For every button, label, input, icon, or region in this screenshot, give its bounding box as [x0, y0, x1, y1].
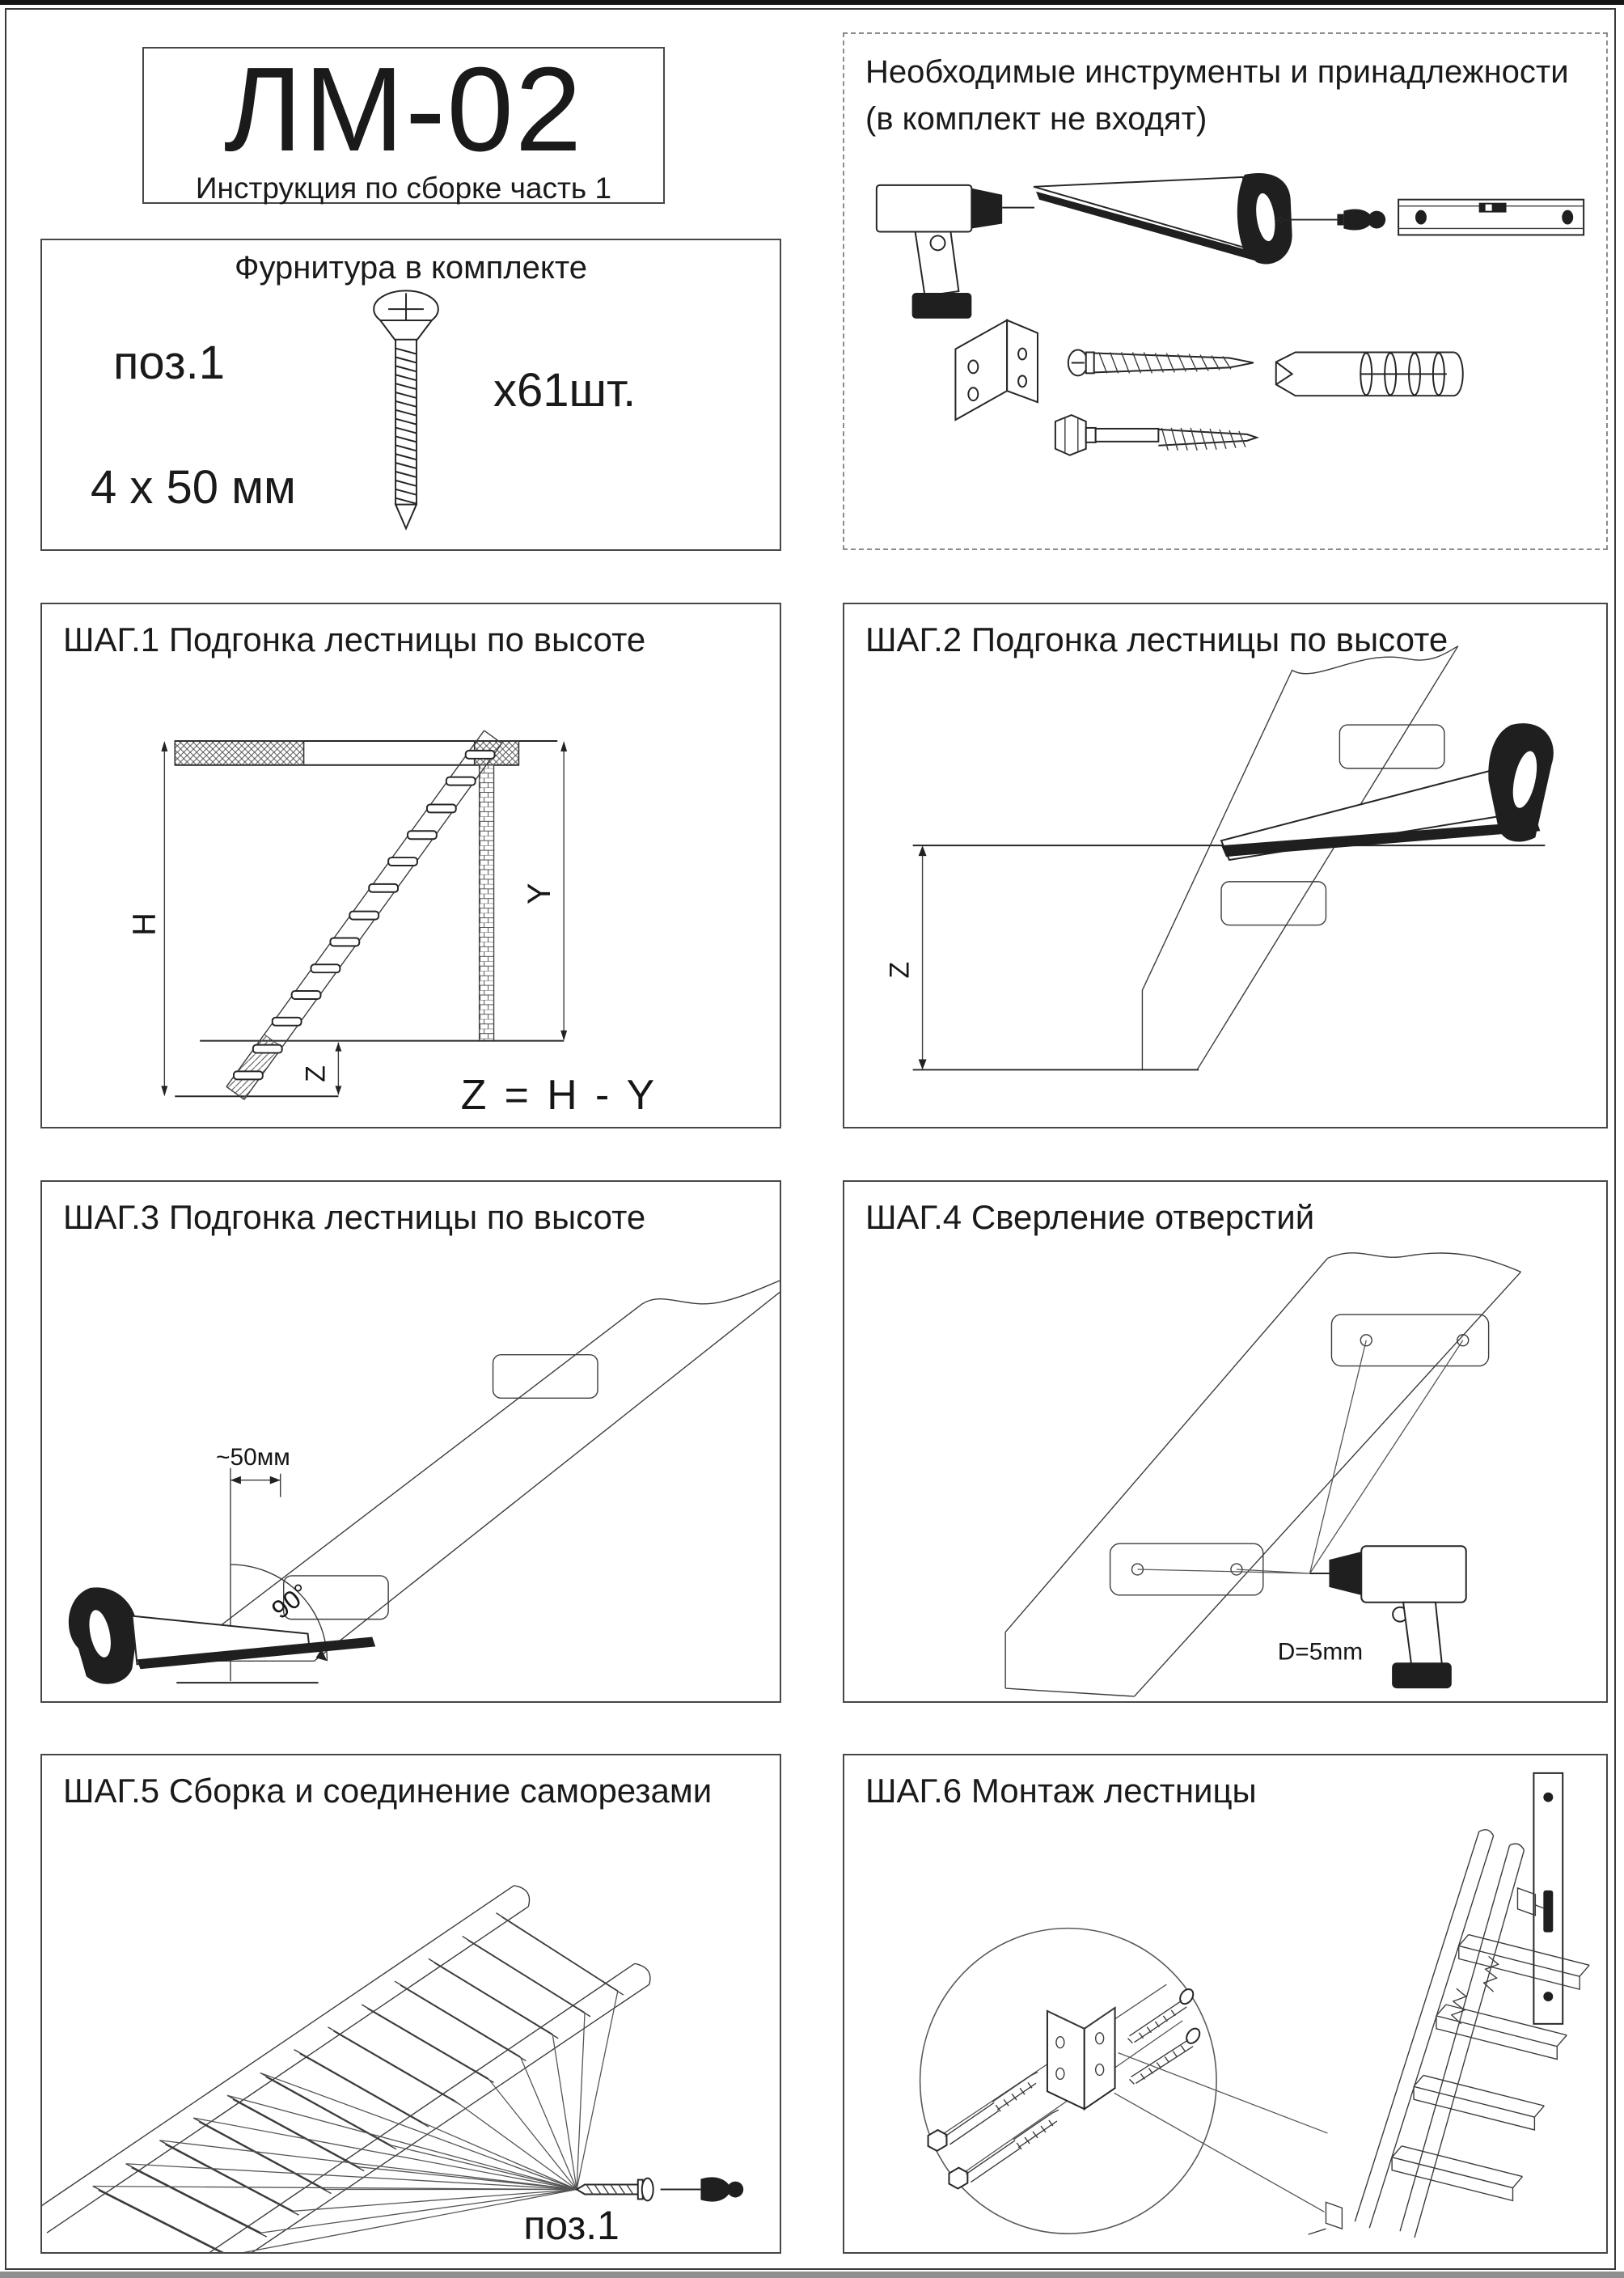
wood-screw-icon: [1068, 350, 1254, 376]
step5-diagram: [42, 1755, 780, 2252]
dimension-H: [126, 741, 167, 1096]
step2-panel: [843, 603, 1608, 1128]
step6-panel: [843, 1754, 1608, 2254]
label-Z: Z: [300, 1065, 332, 1082]
lag-bolt-icon: [1055, 415, 1257, 455]
stringer-outline: [1142, 646, 1457, 1070]
step5-title: ШАГ.5 Сборка и соединение саморезами: [63, 1772, 713, 1810]
step3-diagram: [42, 1182, 780, 1701]
screw-icon: [577, 2178, 653, 2201]
detail-screws: [1128, 1987, 1203, 2084]
step1-panel: [40, 603, 781, 1128]
step5-panel: [40, 1754, 781, 2254]
label-Z: Z: [884, 961, 916, 979]
title-box: [142, 43, 665, 205]
screwdriver-icon: [1276, 210, 1385, 231]
step4-panel: [843, 1180, 1608, 1703]
drill-icon: [877, 185, 1034, 319]
page-edge-bottom: [0, 2272, 1624, 2278]
drill-leader-lines: [1137, 1340, 1462, 1573]
dimension-Z: [885, 845, 927, 1069]
label-H: H: [126, 912, 163, 936]
spirit-level-icon: [1398, 200, 1584, 235]
step1-title: ШАГ.1 Подгонка лестницы по высоте: [63, 620, 646, 658]
step3-panel: [40, 1180, 781, 1703]
dimension-Y: [522, 741, 567, 1041]
label-offset: ~50мм: [216, 1443, 290, 1471]
label-position: поз.1: [523, 2203, 620, 2249]
step6-diagram: [844, 1755, 1606, 2252]
wall-anchor-icon: [1276, 353, 1463, 396]
model-subtitle: Инструкция по сборке часть 1: [195, 171, 612, 205]
model-title: ЛМ-02: [223, 43, 584, 176]
ceiling: [175, 741, 557, 765]
angle-bracket-icon: [955, 320, 1038, 420]
tools-title-line2: (в комплект не входят): [865, 101, 1207, 137]
ladder-3d: [42, 1886, 650, 2252]
dimension-Z: [300, 1043, 341, 1095]
tools-title-line1: Необходимые инструменты и принадлежности: [865, 54, 1569, 90]
ladder-side-view: [226, 730, 502, 1099]
screwdriver-icon: [661, 2177, 744, 2201]
stringer-outline: [1005, 1253, 1520, 1696]
tools-diagram: [844, 34, 1606, 548]
tools-box: [843, 32, 1608, 550]
drill-icon: [1310, 1546, 1466, 1688]
label-Y: Y: [522, 883, 558, 905]
step3-title: ШАГ.3 Подгонка лестницы по высоте: [63, 1198, 646, 1236]
formula: Z = H - Y: [460, 1071, 658, 1119]
step6-title: ШАГ.6 Монтаж лестницы: [865, 1772, 1257, 1810]
hardware-position-label: поз.1: [113, 337, 225, 389]
label-angle: 90°: [265, 1577, 315, 1625]
page-edge-top: [0, 0, 1624, 5]
step2-diagram: [844, 604, 1606, 1127]
step2-title: ШАГ.2 Подгонка лестницы по высоте: [865, 620, 1448, 658]
step1-diagram: [42, 604, 780, 1127]
label-diameter: D=5mm: [1277, 1638, 1364, 1666]
wall-strip: [1533, 1773, 1563, 2024]
step4-diagram: [844, 1182, 1606, 1701]
brick-wall: [480, 765, 494, 1041]
dimension-offset: [216, 1444, 290, 1497]
step4-title: ШАГ.4 Сверление отверстий: [865, 1198, 1315, 1236]
detail-bracket: [944, 1984, 1182, 2171]
handsaw-icon: [1221, 723, 1554, 860]
hardware-size-label: 4 х 50 мм: [91, 461, 296, 514]
hardware-quantity-label: х61шт.: [493, 364, 636, 417]
hardware-title: Фурнитура в комплекте: [235, 250, 587, 286]
handsaw-icon: [1034, 173, 1292, 264]
handsaw-icon: [69, 1587, 375, 1683]
hardware-box: [40, 239, 781, 551]
